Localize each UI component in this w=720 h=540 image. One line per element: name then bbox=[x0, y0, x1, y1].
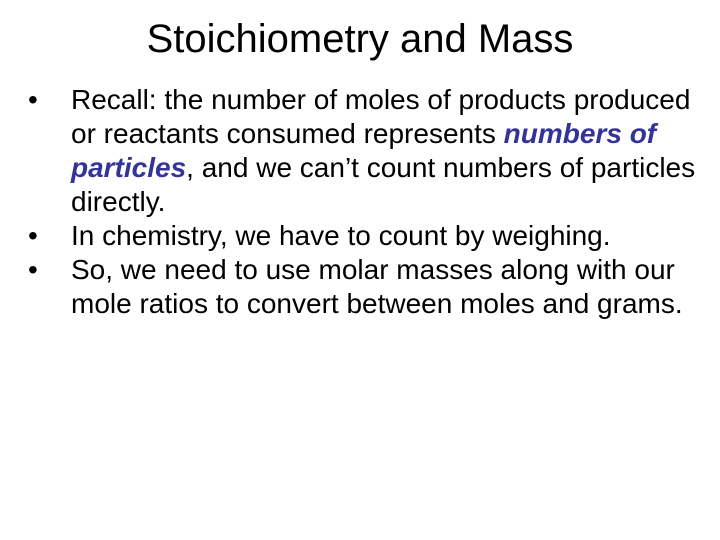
bullet-text-molar-masses: So, we need to use molar masses along with our mole ratios to convert between moles and grams. bbox=[71, 254, 683, 319]
bullet-text-weighing: In chemistry, we have to count by weighing. bbox=[71, 220, 611, 251]
bullet-item-molar-masses bbox=[28, 253, 708, 321]
slide-title: Stoichiometry and Mass bbox=[146, 17, 574, 61]
bullet-item-weighing bbox=[28, 219, 708, 253]
bullet-marker: • bbox=[28, 84, 38, 115]
emphasized-phrase: numbers of particles bbox=[71, 118, 657, 183]
bullet-item-recall bbox=[28, 83, 708, 219]
bullet-marker: • bbox=[28, 254, 38, 285]
bullet-list bbox=[28, 83, 708, 321]
bullet-text-recall-end: , and we can’t count numbers of particles directly. bbox=[71, 152, 696, 217]
bullet-marker: • bbox=[28, 220, 38, 251]
bullet-text-recall-start: Recall: the number of moles of products produced or reactants consumed represents bbox=[71, 84, 691, 149]
